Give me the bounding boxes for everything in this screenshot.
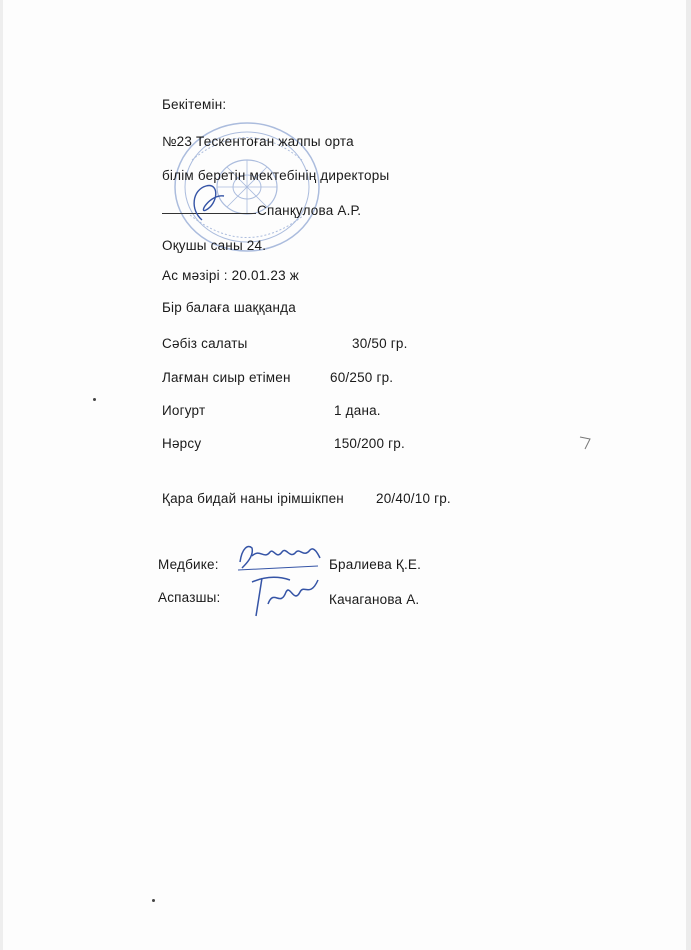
nurse-role-label: Медбике: xyxy=(158,557,219,572)
menu-item-portion: 1 дана. xyxy=(334,403,381,418)
scan-mark-icon xyxy=(578,433,592,451)
approval-heading: Бекітемін: xyxy=(162,97,227,112)
pupil-count: Оқушы саны 24. xyxy=(162,238,267,253)
cook-role-label: Аспазшы: xyxy=(158,590,221,605)
menu-item-portion: 150/200 гр. xyxy=(334,436,405,451)
school-name-line2: білім беретін мектебінің директоры xyxy=(162,168,390,183)
scan-speck xyxy=(93,398,96,401)
scan-edge-right xyxy=(686,0,691,950)
menu-item-name: Иогурт xyxy=(162,403,206,418)
handwritten-signature-icon xyxy=(248,570,328,620)
menu-item-portion: 30/50 гр. xyxy=(352,336,408,351)
menu-item-portion: 60/250 гр. xyxy=(330,370,394,385)
menu-item-name: Лағман сиыр етімен xyxy=(162,370,291,385)
per-child-heading: Бір балаға шаққанда xyxy=(162,300,296,315)
menu-date: Ас мәзірі : 20.01.23 ж xyxy=(162,268,299,283)
menu-item-name: Нәрсу xyxy=(162,436,202,451)
cook-name: Качаганова А. xyxy=(329,592,420,607)
menu-item-name: Қара бидай наны ірімшікпен xyxy=(162,491,344,506)
director-name: Спанқулова А.Р. xyxy=(257,203,362,218)
handwritten-signature-icon xyxy=(180,180,240,225)
school-name-line1: №23 Тескентоған жалпы орта xyxy=(162,134,354,149)
scan-edge-left xyxy=(0,0,3,950)
menu-item-portion: 20/40/10 гр. xyxy=(376,491,451,506)
nurse-name: Бралиева Қ.Е. xyxy=(329,557,422,572)
scan-speck xyxy=(152,899,155,902)
menu-item-name: Сәбіз салаты xyxy=(162,336,248,351)
